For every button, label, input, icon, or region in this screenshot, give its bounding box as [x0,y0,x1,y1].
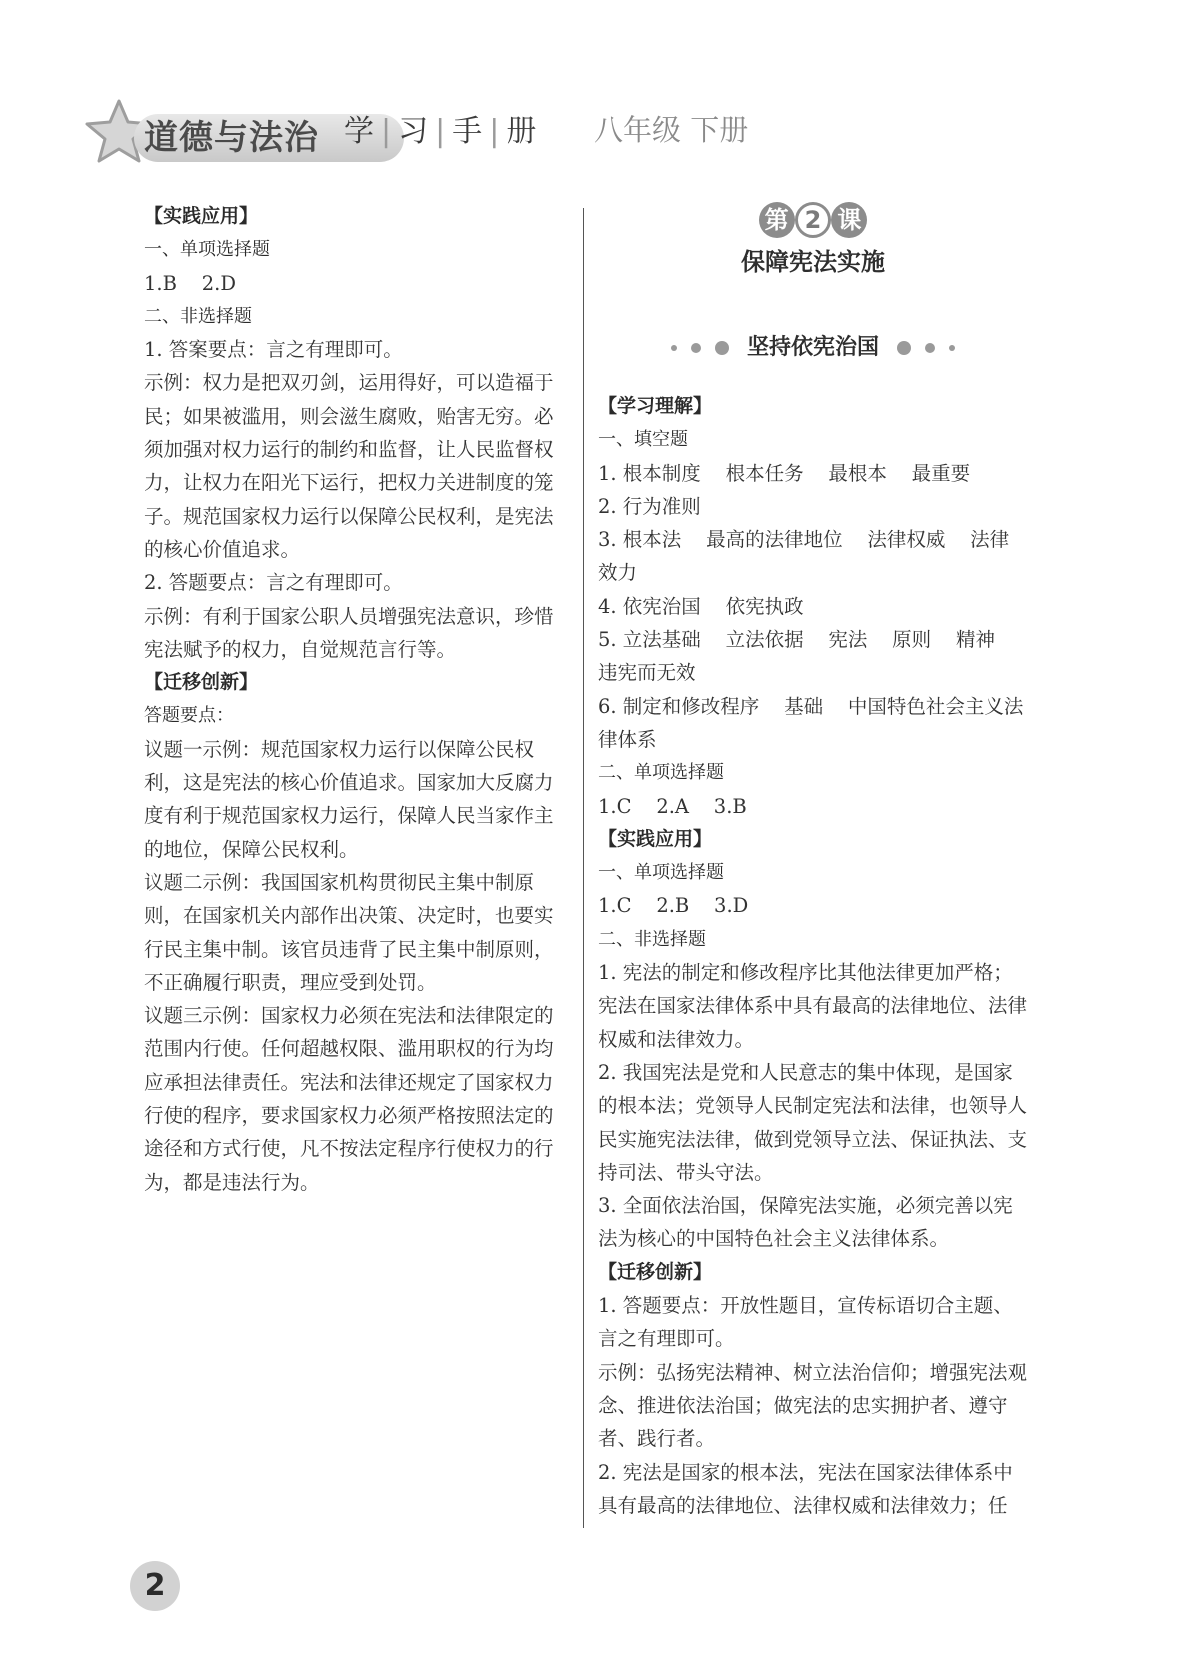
lesson-badge-left: 第 [759,202,795,238]
subsection-label: 二、非选择题 [598,928,706,950]
answer-text: 1.B 2.D [144,271,236,295]
answer-text: 议题三示例：国家权力必须在宪法和法律限定的范围内行使。任何超越权限、滥用职权的行为均应承担法律责任。宪法和法律还规定了国家权力行使的程序，要求国家权力必须严格按照法定的途径和方式行使，凡不按法定程序行使权力的行为，都是违法行为。 [144,1004,554,1194]
section-header: 【实践应用】 [598,827,713,850]
lesson-badge [598,202,1028,242]
answer-text: 1. 答案要点：言之有理即可。 [144,338,403,362]
lesson-number: 2 [795,202,831,238]
book-char: 学 [344,114,375,149]
right-column-content [598,390,1028,1522]
book-title: 学 | 习 | 手 | 册 [344,114,538,149]
section-title: 坚持依宪治国 [746,335,879,361]
book-char: 习 [398,114,430,149]
answer-text: 2. 宪法是国家的根本法，宪法在国家法律体系中具有最高的法律地位、法律权威和法律效力；任 [598,1460,1013,1517]
answer-text: 1. 根本制度 根本任务 最根本 最重要 [598,461,971,485]
answer-text: 4. 依宪治国 依宪执政 [598,594,804,618]
answer-text: 示例：有利于国家公职人员增强宪法意识，珍惜宪法赋予的权力，自觉规范言行等。 [144,604,554,661]
subsection-label: 二、非选择题 [144,305,252,327]
dots-decoration-right [897,341,955,355]
answer-text: 示例：权力是把双刃剑，运用得好，可以造福于民；如果被滥用，则会滋生腐败，贻害无穷。必须加强对权力运行的制约和监督，让人民监督权力，让权力在阳光下运行，把权力关进制度的笼子。规范国家权力运行以保障公民权利，是宪法的核心价值追求。 [144,371,554,561]
section-header: 【迁移创新】 [144,671,259,694]
answer-text: 6. 制定和修改程序 基础 中国特色社会主义法律体系 [598,694,1024,751]
book-char: 册 [506,114,538,149]
section-heading [598,326,1028,370]
answer-text: 1. 答题要点：开放性题目，宣传标语切合主题、言之有理即可。 [598,1294,1013,1351]
lesson-badge-right: 课 [831,202,867,238]
section-header: 【迁移创新】 [598,1260,713,1283]
answer-text: 议题二示例：我国国家机构贯彻民主集中制原则，在国家机关内部作出决策、决定时，也要实行民主集中制。该官员违背了民主集中制原则，不正确履行职责，理应受到处罚。 [144,870,554,994]
page-header [84,88,784,178]
answer-text: 1.C 2.B 3.D [598,894,749,918]
column-divider [583,208,584,1528]
left-column [144,200,572,1199]
lesson-title: 保障宪法实施 [741,248,885,276]
answer-text: 5. 立法基础 立法依据 宪法 原则 精神 违宪而无效 [598,628,995,685]
right-column [598,200,1028,1522]
answer-text: 示例：弘扬宪法精神、树立法治信仰；增强宪法观念、推进依法治国；做宪法的忠实拥护者、遵守者、践行者。 [598,1360,1028,1451]
answer-text: 议题一示例：规范国家权力运行以保障公民权利，这是宪法的核心价值追求。国家加大反腐力度有利于规范国家权力运行，保障人民当家作主的地位，保障公民权利。 [144,737,554,861]
subject-title: 道德与法治 [144,118,319,158]
grade-label: 八年级 下册 [594,113,749,147]
subsection-label: 二、单项选择题 [598,762,724,784]
dots-decoration-left [671,341,729,355]
answer-text: 2. 答题要点：言之有理即可。 [144,571,403,595]
answer-text: 1.C 2.A 3.B [598,794,747,818]
subsection-label: 一、单项选择题 [144,239,270,261]
section-header: 【实践应用】 [144,205,259,227]
answer-text: 3. 全面依法治国，保障宪法实施，必须完善以宪法为核心的中国特色社会主义法律体系。 [598,1194,1013,1251]
page-number: 2 [130,1561,180,1611]
subsection-label: 答题要点： [144,705,234,727]
section-header: 【学习理解】 [598,395,713,417]
book-char: 手 [452,114,484,149]
subsection-label: 一、单项选择题 [598,862,724,884]
answer-text: 2. 行为准则 [598,494,701,518]
answer-text: 1. 宪法的制定和修改程序比其他法律更加严格；宪法在国家法律体系中具有最高的法律地位、法律权威和法律效力。 [598,961,1028,1051]
subsection-label: 一、填空题 [598,429,688,451]
answer-text: 2. 我国宪法是党和人民意志的集中体现，是国家的根本法；党领导人民制定宪法和法律，也领导人民实施宪法法律，做到党领导立法、保证执法、支持司法、带头守法。 [598,1060,1028,1184]
answer-text: 3. 根本法 最高的法律地位 法律权威 法律效力 [598,528,1010,585]
